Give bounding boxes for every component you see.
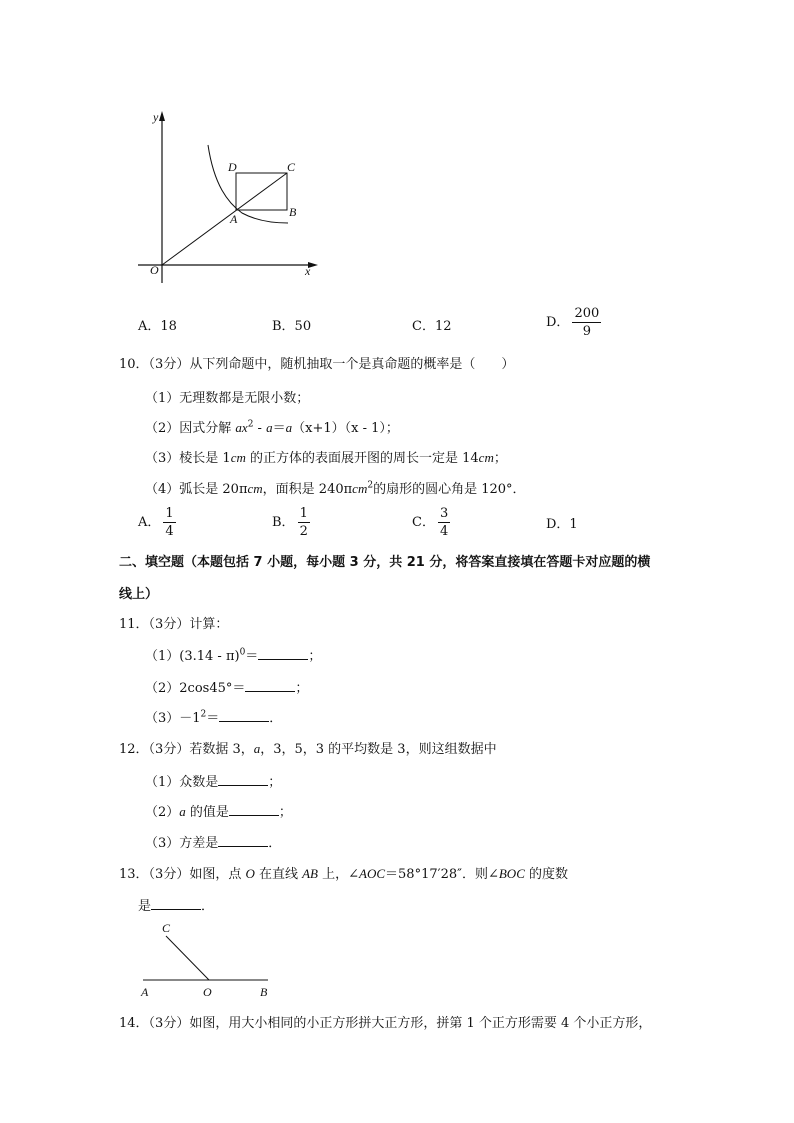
answer-blank[interactable] <box>258 659 308 660</box>
answer-blank[interactable] <box>219 721 269 722</box>
option-label: C． <box>412 515 435 530</box>
q11-item-1 <box>145 645 321 664</box>
line-oc <box>162 173 287 265</box>
unit-cm: cm <box>352 481 368 496</box>
superscript: 2 <box>200 709 207 720</box>
fraction <box>438 507 450 538</box>
answer-blank[interactable] <box>218 846 268 847</box>
text: 的值是 <box>185 805 229 820</box>
q10-stem: 10．（3分）从下列命题中，随机抽取一个是真命题的概率是（ ） <box>119 357 515 372</box>
text: ； <box>268 775 282 790</box>
fraction <box>298 507 310 538</box>
text: （3）棱长是 1 <box>145 451 231 466</box>
text: 的正方体的表面展开图的周长一定是 14 <box>245 451 479 466</box>
text: ； <box>308 649 322 664</box>
label-o: O <box>203 985 212 999</box>
text: ＝ <box>206 711 220 726</box>
text: 的度数 <box>524 867 568 882</box>
fraction <box>163 507 175 538</box>
var-a: a <box>179 804 186 819</box>
text: 13．（3分）如图，点 <box>119 867 246 882</box>
point-o: O <box>245 866 255 881</box>
q11-item-3 <box>145 707 282 726</box>
angle-aoc: AOC <box>359 866 386 881</box>
label-d: D <box>228 160 237 174</box>
hyperbola-curve <box>208 145 288 223</box>
ray-oc <box>166 936 209 980</box>
superscript: 0 <box>239 647 246 658</box>
var-ax: ax <box>235 420 248 435</box>
fraction-numerator: 1 <box>165 506 174 521</box>
text: ． <box>268 836 282 851</box>
fraction-numerator: 200 <box>574 306 600 321</box>
text: ； <box>493 451 507 466</box>
text: （2）2cos45°＝ <box>145 681 246 696</box>
fraction-numerator: 3 <box>439 506 449 521</box>
q9-option-c: C．12 <box>412 319 452 334</box>
text: （1）众数是 <box>145 775 219 790</box>
label-b: B <box>289 205 297 219</box>
section-heading-line1: 二、填空题（本题包括 7 小题，每小题 3 分，共 21 分，将答案直接填在答题卡对应题的横 <box>119 555 651 570</box>
unit-cm: cm <box>247 481 263 496</box>
fraction-denominator: 9 <box>582 324 591 339</box>
q10-option-d: D．1 <box>546 517 578 532</box>
label-a: A <box>230 212 238 226</box>
text: （4）弧长是 20π <box>145 482 248 497</box>
q9-option-b: B．50 <box>272 319 312 334</box>
label-c: C <box>287 160 296 174</box>
text: ，面积是 240π <box>262 482 353 497</box>
fraction-denominator: 2 <box>299 524 308 539</box>
text: 上，∠ <box>318 867 360 882</box>
label-c: C <box>162 921 171 935</box>
text: （3）－1 <box>145 711 201 726</box>
text: ＝ <box>245 649 259 664</box>
section-heading-line2: 线上） <box>119 587 159 602</box>
answer-blank[interactable] <box>151 909 201 910</box>
superscript: 2 <box>367 480 374 491</box>
text: - <box>253 421 267 436</box>
var-a: a <box>285 420 293 435</box>
text: （2）因式分解 <box>145 421 236 436</box>
q10-item-2 <box>145 417 399 436</box>
q14-stem: 14．（3分）如图，用大小相同的小正方形拼大正方形，拼第 1 个正方形需要 4 个小正方形， <box>119 1016 652 1031</box>
text: ． <box>269 711 283 726</box>
label-y: y <box>153 110 159 124</box>
text: ＝58°17′28″．则∠ <box>385 867 499 882</box>
q12-item-3 <box>145 832 281 851</box>
option-label: A． <box>138 515 161 530</box>
label-a: A <box>141 985 149 999</box>
text: （1）(3.14 - π) <box>145 649 240 664</box>
q9-option-d <box>546 307 601 338</box>
q12-item-1 <box>145 771 281 790</box>
answer-blank[interactable] <box>218 785 268 786</box>
text: 12．（3分）若数据 3， <box>119 742 254 757</box>
text: ． <box>201 899 215 914</box>
text: （3）方差是 <box>145 836 219 851</box>
text: ； <box>295 681 309 696</box>
unit-cm: cm <box>230 450 246 465</box>
label-o: O <box>150 263 159 277</box>
fraction-denominator: 4 <box>165 524 174 539</box>
label-b: B <box>260 985 268 999</box>
q13-line2 <box>138 895 214 914</box>
q12-item-2 <box>145 801 292 820</box>
q10-item-4 <box>145 478 526 497</box>
text: ； <box>278 805 292 820</box>
angle-figure <box>135 918 285 1000</box>
q10-option-b <box>272 507 310 538</box>
q10-item-3 <box>145 447 507 466</box>
fraction-denominator: 4 <box>439 524 449 539</box>
superscript: 2 <box>247 419 254 430</box>
answer-blank[interactable] <box>229 815 279 816</box>
q10-item-1: （1）无理数都是无限小数； <box>145 391 310 406</box>
q10-option-a <box>138 507 176 538</box>
coordinate-figure <box>130 105 330 290</box>
q11-stem: 11．（3分）计算： <box>119 617 229 632</box>
q13-stem <box>119 863 568 882</box>
text: 的扇形的圆心角是 120°． <box>373 482 526 497</box>
label-x: x <box>305 264 311 278</box>
text: （2） <box>145 805 180 820</box>
text: 是 <box>138 899 152 914</box>
fraction-numerator: 1 <box>299 506 308 521</box>
q9-option-d-prefix: D． <box>546 315 570 330</box>
var-a: a <box>266 420 273 435</box>
answer-blank[interactable] <box>245 691 295 692</box>
text: ＝ <box>272 421 286 436</box>
q11-item-2 <box>145 677 308 696</box>
text: ，3，5，3 的平均数是 3，则这组数据中 <box>260 742 497 757</box>
y-axis-arrow <box>159 111 165 121</box>
text: 在直线 <box>254 867 303 882</box>
unit-cm: cm <box>478 450 494 465</box>
q10-option-c <box>412 507 450 538</box>
var-a: a <box>253 741 261 756</box>
q12-stem <box>119 738 497 757</box>
q9-option-a: A．18 <box>138 319 177 334</box>
text: （x+1）（x - 1）； <box>292 421 399 436</box>
line-ab: AB <box>302 866 318 881</box>
angle-boc: BOC <box>498 866 525 881</box>
q9-option-d-fraction <box>572 307 601 338</box>
option-label: B． <box>272 515 295 530</box>
